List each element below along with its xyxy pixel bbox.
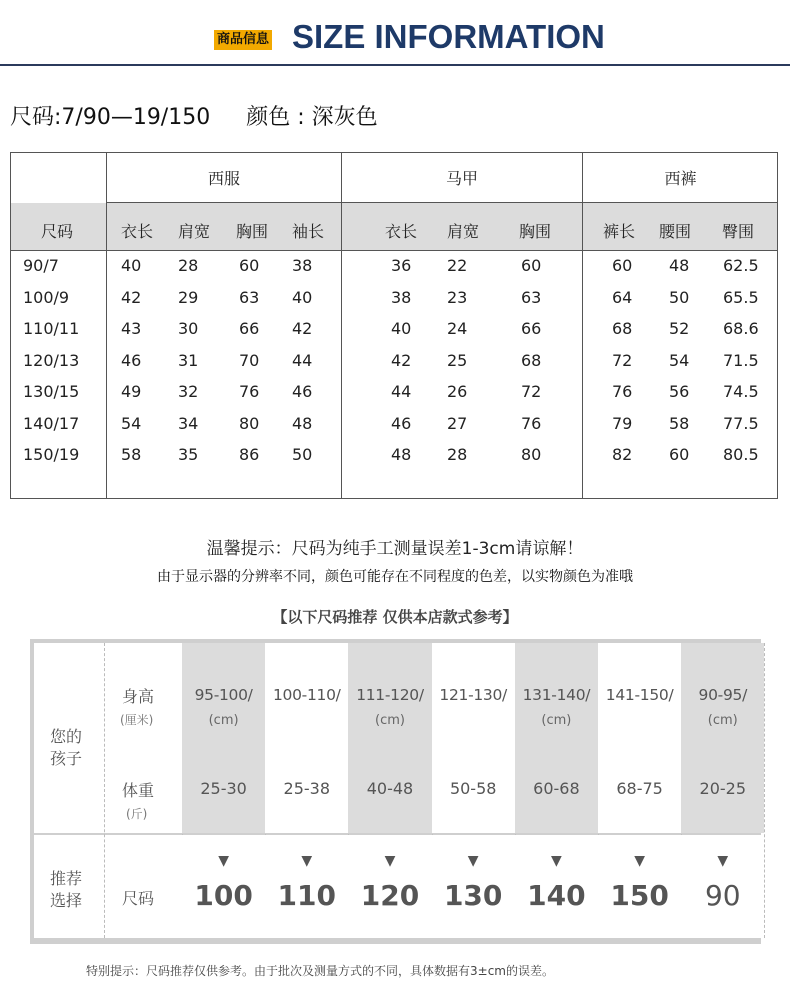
measurement-cell: 79 xyxy=(612,413,633,433)
measurement-cell: 76 xyxy=(239,382,260,401)
measurement-cell: 34 xyxy=(178,413,199,433)
measurement-cell: 64 xyxy=(612,287,633,307)
weight-unit: (斤) xyxy=(126,807,148,821)
height-label: 身高 xyxy=(122,687,155,706)
measurement-cell: 28 xyxy=(447,445,468,464)
measurement-cell: 30 xyxy=(178,319,199,338)
measurement-cell: 27 xyxy=(447,413,468,433)
down-arrow-icon: ▼ xyxy=(467,853,479,869)
choose-label-2: 选择 xyxy=(50,891,83,910)
down-arrow-icon: ▼ xyxy=(634,853,645,869)
measurement-cell: 66 xyxy=(239,319,260,338)
recommend-column xyxy=(182,643,265,833)
down-arrow-icon: ▼ xyxy=(218,853,229,869)
measurement-cell: 62.5 xyxy=(723,256,759,275)
measurement-cell: 77.5 xyxy=(723,413,759,433)
recommended-size: 130 xyxy=(443,879,503,912)
column-header-size: 尺码 xyxy=(41,222,74,241)
dashed-divider xyxy=(104,643,105,938)
header xyxy=(0,0,790,64)
measurement-cell: 72 xyxy=(521,382,542,401)
size-cell: 120/13 xyxy=(23,350,80,370)
measurement-cell: 80.5 xyxy=(723,445,759,464)
measurement-cell: 38 xyxy=(292,256,313,275)
weight-range: 20-25 xyxy=(699,779,747,798)
measurement-cell: 58 xyxy=(669,413,690,433)
weight-range: 68-75 xyxy=(616,779,663,798)
height-cm: (cm) xyxy=(208,713,239,728)
height-range: 131-140/ xyxy=(522,686,591,704)
recommended-size: 100 xyxy=(194,879,253,912)
measurement-cell: 28 xyxy=(178,256,199,275)
height-range: 111-120/ xyxy=(356,686,424,704)
table-divider xyxy=(341,153,342,498)
measurement-cell: 44 xyxy=(391,382,412,401)
measurement-cell: 76 xyxy=(521,413,542,433)
recommend-column xyxy=(348,643,431,833)
measurement-cell: 46 xyxy=(292,382,313,401)
column-header: 胸围 xyxy=(236,222,269,241)
group-header-pants: 西裤 xyxy=(583,153,778,203)
measurement-cell: 60 xyxy=(521,256,542,275)
measurement-cell: 76 xyxy=(612,382,633,401)
measurement-cell: 70 xyxy=(239,350,260,370)
column-header: 腰围 xyxy=(659,222,692,241)
measurement-cell: 68 xyxy=(521,350,542,370)
measurement-cell: 54 xyxy=(121,413,142,433)
size-range: 尺码:7/90—19/150 xyxy=(10,105,211,130)
header-rule xyxy=(0,64,790,66)
column-header: 衣长 xyxy=(121,222,154,241)
measurement-cell: 40 xyxy=(121,256,142,275)
column-header: 臀围 xyxy=(722,222,755,241)
recommend-column xyxy=(515,643,598,833)
label-cell xyxy=(104,835,182,938)
size-cell: 130/15 xyxy=(23,382,80,401)
page-title: SIZE INFORMATION xyxy=(292,18,605,55)
height-range: 100-110/ xyxy=(272,686,341,704)
measurement-cell: 23 xyxy=(447,287,468,307)
recommended-size: 90 xyxy=(704,879,741,912)
column-header: 衣长 xyxy=(385,222,418,241)
column-header: 裤长 xyxy=(603,222,636,241)
weight-range: 25-30 xyxy=(200,779,247,798)
height-range: 90-95/ xyxy=(698,686,748,704)
measurement-cell: 22 xyxy=(447,256,468,275)
recommend-column xyxy=(265,643,348,833)
measurement-cell: 52 xyxy=(669,319,690,338)
group-header-suit: 西服 xyxy=(107,153,341,203)
column-header: 胸围 xyxy=(519,222,552,241)
measurement-cell: 35 xyxy=(178,445,199,464)
size-table xyxy=(10,152,778,499)
measurement-cell: 56 xyxy=(669,382,690,401)
weight-range: 25-38 xyxy=(283,779,331,798)
measurement-cell: 65.5 xyxy=(723,287,759,307)
measurement-cell: 60 xyxy=(239,256,260,275)
product-info-badge: 商品信息 xyxy=(214,30,272,50)
weight-range: 50-58 xyxy=(449,779,497,798)
measurement-cell: 46 xyxy=(121,350,142,370)
height-cm: (cm) xyxy=(541,713,572,728)
measurement-cell: 80 xyxy=(239,413,260,433)
measurement-cell: 68.6 xyxy=(723,319,759,338)
measurement-cell: 74.5 xyxy=(723,382,759,401)
down-arrow-icon: ▼ xyxy=(301,853,313,869)
measurement-cell: 60 xyxy=(669,445,690,464)
weight-label: 体重 xyxy=(122,781,155,800)
height-range: 95-100/ xyxy=(194,686,253,704)
recommend-column xyxy=(681,643,764,833)
measurement-cell: 50 xyxy=(669,287,690,307)
measurement-cell: 63 xyxy=(521,287,542,307)
measurement-cell: 40 xyxy=(391,319,412,338)
child-label-1: 您的 xyxy=(50,727,83,746)
table-divider xyxy=(106,153,107,498)
measurement-cell: 66 xyxy=(521,319,542,338)
choose-label-1: 推荐 xyxy=(50,869,83,888)
measurement-cell: 40 xyxy=(292,287,313,307)
recommend-title: 【以下尺码推荐 仅供本店款式参考】 xyxy=(272,608,518,626)
measurement-cell: 36 xyxy=(391,256,412,275)
measurement-cell: 42 xyxy=(391,350,412,370)
measurement-cell: 48 xyxy=(292,413,313,433)
measurement-cell: 29 xyxy=(178,287,199,307)
measurement-cell: 48 xyxy=(391,445,412,464)
measurement-cell: 72 xyxy=(612,350,633,370)
measurement-cell: 82 xyxy=(612,445,633,464)
tip-measurement: 温馨提示：尺码为纯手工测量误差1-3cm请谅解！ xyxy=(206,539,584,559)
recommended-size: 120 xyxy=(360,879,420,912)
measurement-cell: 60 xyxy=(612,256,633,275)
recommended-size: 150 xyxy=(610,879,669,912)
down-arrow-icon: ▼ xyxy=(717,853,729,869)
measurement-cell: 24 xyxy=(447,319,468,338)
table-divider xyxy=(582,153,583,498)
measurement-cell: 58 xyxy=(121,445,142,464)
measurement-cell: 68 xyxy=(612,319,633,338)
height-range: 141-150/ xyxy=(605,686,674,704)
measurement-cell: 48 xyxy=(669,256,690,275)
measurement-cell: 80 xyxy=(521,445,542,464)
measurement-cell: 63 xyxy=(239,287,260,307)
child-label-2: 孩子 xyxy=(50,749,83,768)
measurement-cell: 71.5 xyxy=(723,350,759,370)
column-header: 袖长 xyxy=(292,222,325,241)
size-cell: 140/17 xyxy=(23,413,80,433)
measurement-cell: 50 xyxy=(292,445,313,464)
size-cell: 150/19 xyxy=(23,445,80,464)
recommend-column xyxy=(432,643,515,833)
column-header: 肩宽 xyxy=(178,222,211,241)
recommend-column xyxy=(598,643,681,833)
color-info: 颜色 : 深灰色 xyxy=(246,105,378,130)
down-arrow-icon: ▼ xyxy=(384,853,396,869)
summary-line xyxy=(10,100,378,131)
measurement-cell: 26 xyxy=(447,382,468,401)
measurement-cell: 46 xyxy=(391,413,412,433)
column-header: 肩宽 xyxy=(447,222,480,241)
height-cm: (cm) xyxy=(375,713,405,728)
down-arrow-icon: ▼ xyxy=(551,853,562,869)
measurement-cell: 54 xyxy=(669,350,690,370)
group-header-vest: 马甲 xyxy=(342,153,582,203)
measurement-cell: 49 xyxy=(121,382,142,401)
weight-range: 40-48 xyxy=(366,779,414,798)
weight-range: 60-68 xyxy=(533,779,580,798)
measurement-cell: 42 xyxy=(292,319,313,338)
measurement-cell: 25 xyxy=(447,350,468,370)
size-cell: 90/7 xyxy=(23,256,59,275)
measurement-cell: 43 xyxy=(121,319,142,338)
recommended-size: 140 xyxy=(527,879,586,912)
footnote: 特别提示：尺码推荐仅供参考。由于批次及测量方式的不同，具体数据有3±cm的误差。 xyxy=(86,964,554,978)
measurement-cell: 31 xyxy=(178,350,199,370)
measurement-cell: 38 xyxy=(391,287,412,307)
measurement-cell: 86 xyxy=(239,445,260,464)
size-label: 尺码 xyxy=(122,889,155,908)
height-cm: (cm) xyxy=(707,713,738,728)
measurement-cell: 44 xyxy=(292,350,313,370)
height-range: 121-130/ xyxy=(439,686,507,704)
recommended-size: 110 xyxy=(277,879,336,912)
size-cell: 110/11 xyxy=(23,319,80,338)
measurement-cell: 32 xyxy=(178,382,199,401)
dashed-divider xyxy=(764,643,765,938)
size-cell: 100/9 xyxy=(23,287,70,307)
measurement-cell: 42 xyxy=(121,287,142,307)
recommend-panel xyxy=(30,639,761,944)
height-unit: (厘米) xyxy=(120,713,154,727)
tip-color: 由于显示器的分辨率不同，颜色可能存在不同程度的色差，以实物颜色为准哦 xyxy=(157,569,633,585)
